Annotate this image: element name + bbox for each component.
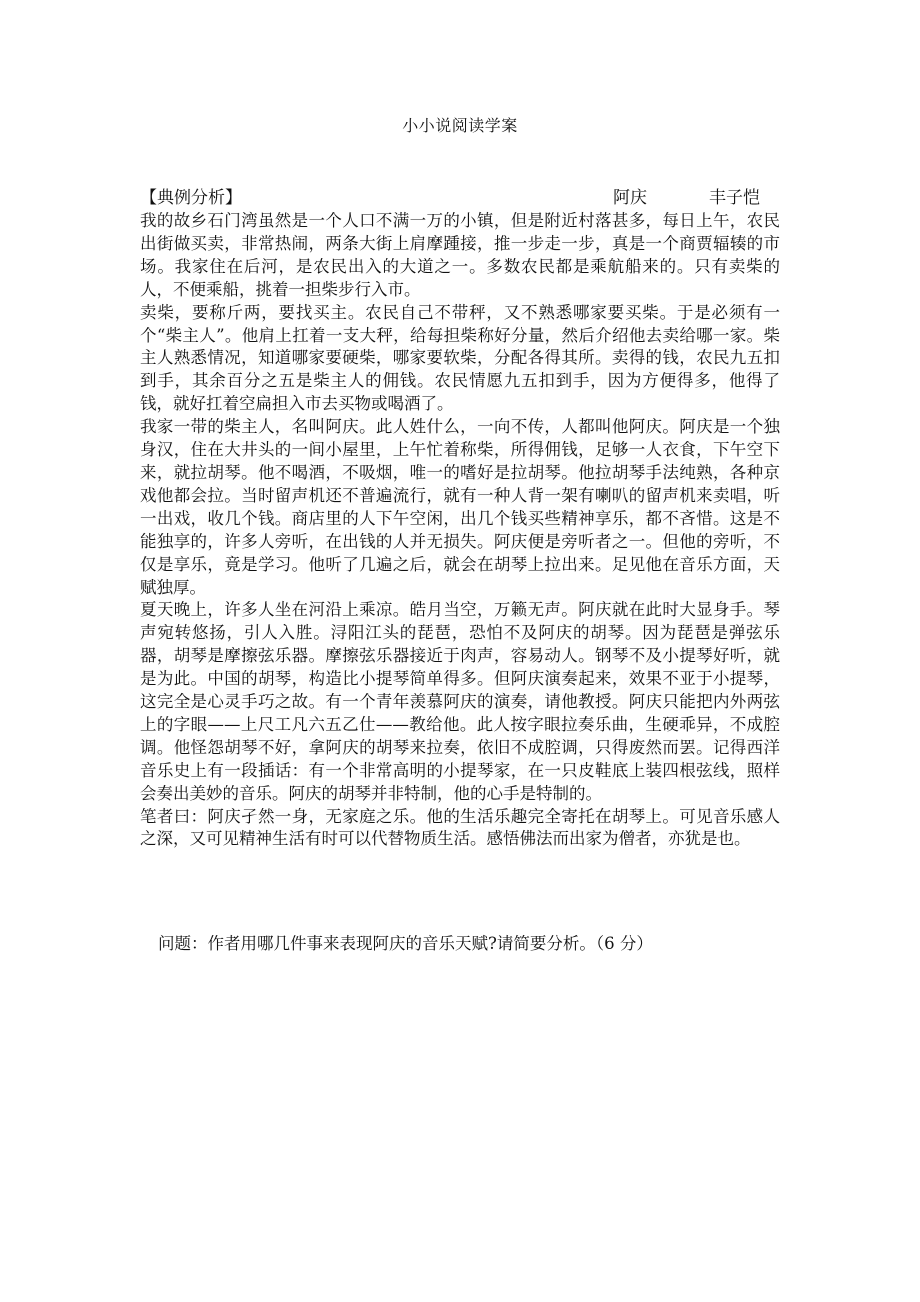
paragraph: 我的故乡石门湾虽然是一个人口不满一万的小镇，但是附近村落甚多，每日上午，农民出街做买卖，非常热闹，两条大街上肩摩踵接，推一步走一步，真是一个商贾辐辏的市场。我家住在后河，是农民出入的大道之一。多数农民都是乘航船来的。只有卖柴的人，不便乘船，挑着一担柴步行入市。 bbox=[140, 211, 780, 299]
question-prompt: 问题：作者用哪几件事来表现阿庆的音乐天赋?请简要分析。（6 分） bbox=[158, 934, 653, 953]
paragraph: 笔者曰：阿庆孑然一身，无家庭之乐。他的生活乐趣完全寄托在胡琴上。可见音乐感人之深，又可见精神生活有时可以代替物质生活。感悟佛法而出家为僧者，亦犹是也。 bbox=[140, 806, 780, 849]
page-title: 小小说阅读学案 bbox=[402, 116, 518, 135]
byline bbox=[613, 186, 760, 210]
author-name: 丰子恺 bbox=[709, 188, 760, 208]
article-body bbox=[140, 210, 780, 851]
paragraph: 夏天晚上，许多人坐在河沿上乘凉。皓月当空，万籁无声。阿庆就在此时大显身手。琴声宛转悠扬，引人入胜。浔阳江头的琵琶，恐怕不及阿庆的胡琴。因为琵琶是弹弦乐器，胡琴是摩擦弦乐器。摩擦弦乐器接近于肉声，容易动人。钢琴不及小提琴好听，就是为此。中国的胡琴，构造比小提琴简单得多。但阿庆演奏起来，效果不亚于小提琴，这完全是心灵手巧之故。有一个青年羡慕阿庆的演奏，请他教授。阿庆只能把内外两弦上的字眼——上尺工凡六五乙仕——教给他。此人按字眼拉奏乐曲，生硬乖异，不成腔调。他怪怨胡琴不好，拿阿庆的胡琴来拉奏，依旧不成腔调，只得废然而罢。记得西洋音乐史上有一段插话：有一个非常高明的小提琴家，在一只皮鞋底上装四根弦线，照样会奏出美妙的音乐。阿庆的胡琴并非特制，他的心手是特制的。 bbox=[140, 600, 780, 803]
paragraph: 我家一带的柴主人，名叫阿庆。此人姓什么，一向不传，人都叫他阿庆。阿庆是一个独身汉，住在大井头的一间小屋里，上午忙着称柴，所得佣钱，足够一人衣食，下午空下来，就拉胡琴。他不喝酒，不吸烟，唯一的嗜好是拉胡琴。他拉胡琴手法纯熟，各种京戏他都会拉。当时留声机还不普遍流行，就有一种人背一架有喇叭的留声机来卖唱，听一出戏，收几个钱。商店里的人下午空闲，出几个钱买些精神享乐，都不吝惜。这是不能独享的，许多人旁听，在出钱的人并无损失。阿庆便是旁听者之一。但他的旁听，不仅是享乐，竟是学习。他听了几遍之后，就会在胡琴上拉出来。足见他在音乐方面，天赋独厚。 bbox=[140, 417, 780, 597]
paragraph: 卖柴，要称斤两，要找买主。农民自己不带秤，又不熟悉哪家要买柴。于是必须有一个“柴主人”。他肩上扛着一支大秤，给每担柴称好分量，然后介绍他去卖给哪一家。柴主人熟悉情况，知道哪家要硬柴，哪家要软柴，分配各得其所。卖得的钱，农民九五扣到手，其余百分之五是柴主人的佣钱。农民情愿九五扣到手，因为方便得多，他得了钱，就好扛着空扁担入市去买物或喝酒了。 bbox=[140, 302, 780, 414]
article-header bbox=[140, 186, 780, 210]
section-label: 【典例分析】 bbox=[140, 188, 242, 208]
story-title: 阿庆 bbox=[613, 188, 647, 208]
